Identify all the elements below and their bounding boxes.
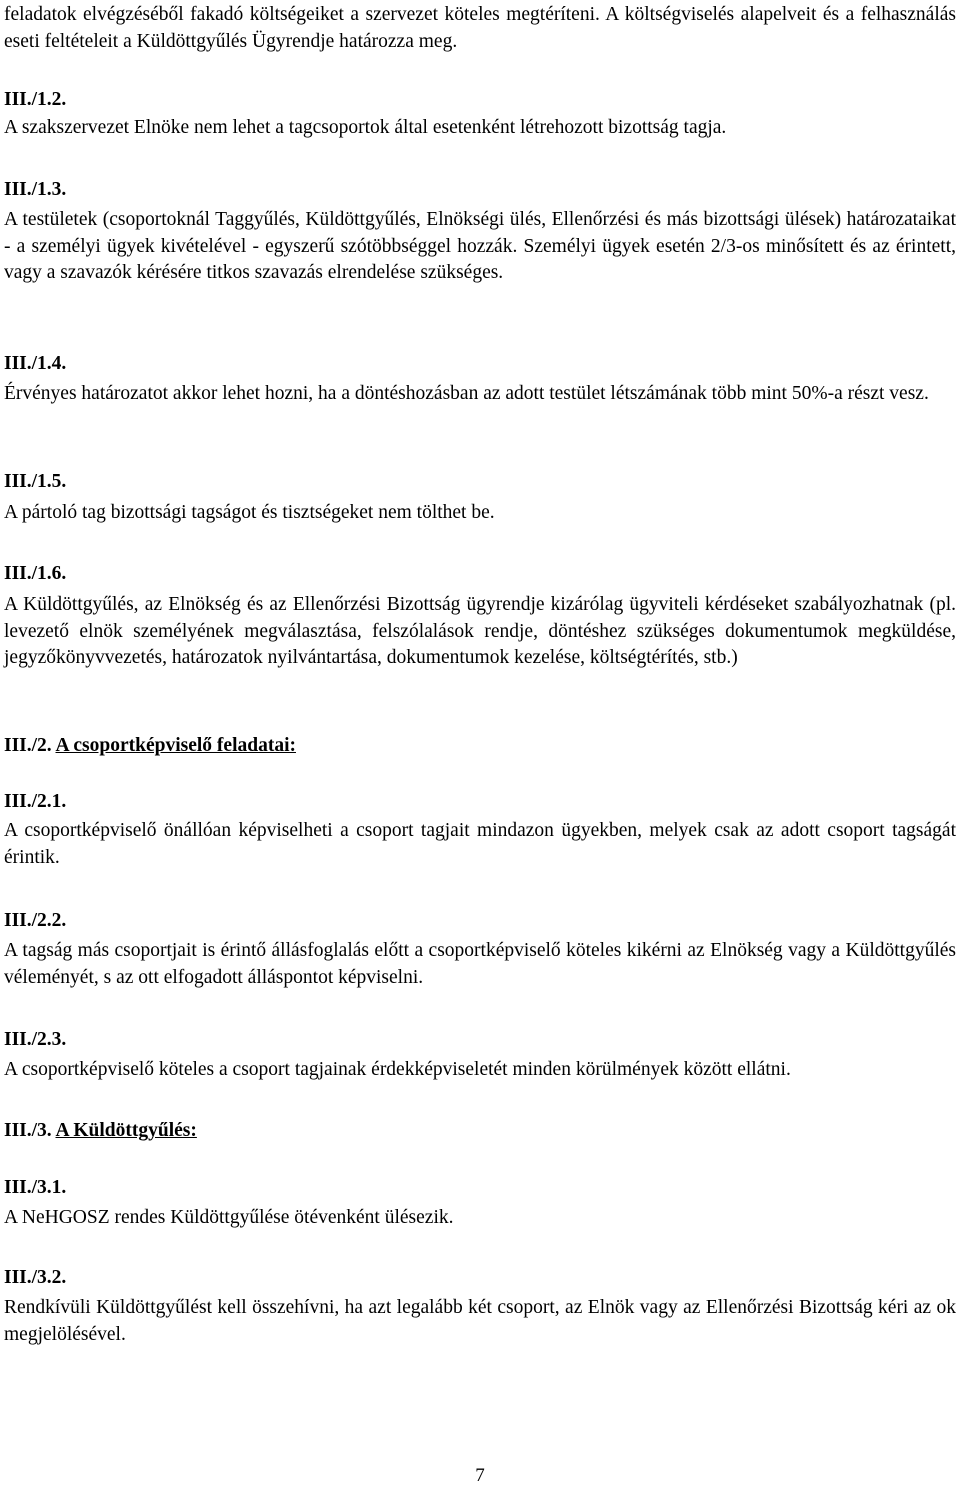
paragraph-iii-1-2: A szakszervezet Elnöke nem lehet a tagcsoportok által esetenként létrehozott bizottság tagja. <box>4 117 727 138</box>
paragraph-iii-1-4: Érvényes határozatot akkor lehet hozni, ha a döntéshozásban az adott testület létszámának több mint 50%-a részt vesz. <box>4 383 929 404</box>
paragraph-iii-2-3: A csoportképviselő köteles a csoport tagjainak érdekképviseletét minden körülmények között ellátni. <box>4 1059 791 1080</box>
section-title-text: A Küldöttgyűlés: <box>55 1120 197 1141</box>
heading-iii-3-1: III./3.1. <box>4 1177 67 1198</box>
heading-iii-2-3: III./2.3. <box>4 1029 67 1050</box>
section-title-iii-2 <box>4 733 296 760</box>
heading-iii-1-4: III./1.4. <box>4 353 67 374</box>
section-title-iii-3 <box>4 1118 197 1145</box>
paragraph-iii-2-1: A csoportképviselő önállóan képviselheti a csoport tagjait mindazon ügyekben, melyek csak az adott csoport tagságát érintik. <box>4 820 956 868</box>
section-number: III./2. <box>4 735 52 756</box>
paragraph-iii-2-2: A tagság más csoportjait is érintő állásfoglalás előtt a csoportképviselő köteles kikérni az Elnökség vagy a Küldöttgyűlés véleményét, s az ott elfogadott álláspontot képviselni. <box>4 940 956 988</box>
heading-iii-2-1: III./2.1. <box>4 791 67 812</box>
paragraph-iii-3-2: Rendkívüli Küldöttgyűlést kell összehívni, ha azt legalább két csoport, az Elnök vagy az Ellenőrzési Bizottság kéri az ok megjelölésével. <box>4 1297 956 1345</box>
paragraph-iii-3-1: A NeHGOSZ rendes Küldöttgyűlése ötévenként ülésezik. <box>4 1207 454 1228</box>
section-title-text: A csoportképviselő feladatai: <box>55 735 296 756</box>
heading-iii-3-2: III./3.2. <box>4 1267 67 1288</box>
heading-iii-2-2: III./2.2. <box>4 910 67 931</box>
paragraph-costs: feladatok elvégzéséből fakadó költségeiket a szervezet köteles megtéríteni. A költségviselés alapelveit és a felhasználás eseti feltételeit a Küldöttgyűlés Ügyrendje határozza meg. <box>4 4 956 52</box>
heading-iii-1-3: III./1.3. <box>4 179 67 200</box>
paragraph-iii-1-5: A pártoló tag bizottsági tagságot és tisztségeket nem tölthet be. <box>4 502 495 523</box>
paragraph-iii-1-6: A Küldöttgyűlés, az Elnökség és az Ellenőrzési Bizottság ügyrendje kizárólag ügyviteli kérdéseket szabályozhatnak (pl. levezető elnök személyének megválasztása, felszólalások rendje, döntéshez szükséges dokumentumok megküldése, jegyzőkönyvvezetés, határozatok nyilvántartása, dokumentumok kezelése, költségtérítés, stb.) <box>4 594 956 668</box>
heading-iii-1-2: III./1.2. <box>4 89 67 110</box>
section-number: III./3. <box>4 1120 52 1141</box>
heading-iii-1-5: III./1.5. <box>4 471 67 492</box>
heading-iii-1-6: III./1.6. <box>4 563 67 584</box>
paragraph-iii-1-3: A testületek (csoportoknál Taggyűlés, Küldöttgyűlés, Elnökségi ülés, Ellenőrzési és más bizottsági ülések) határozataikat - a személyi ügyek kivételével - egyszerű szótöbbséggel hozzák. Személyi ügyek esetén 2/3-os minősített és az érintett, vagy a szavazók kérésére titkos szavazás elrendelése szükséges. <box>4 209 956 283</box>
page-number: 7 <box>475 1465 485 1486</box>
